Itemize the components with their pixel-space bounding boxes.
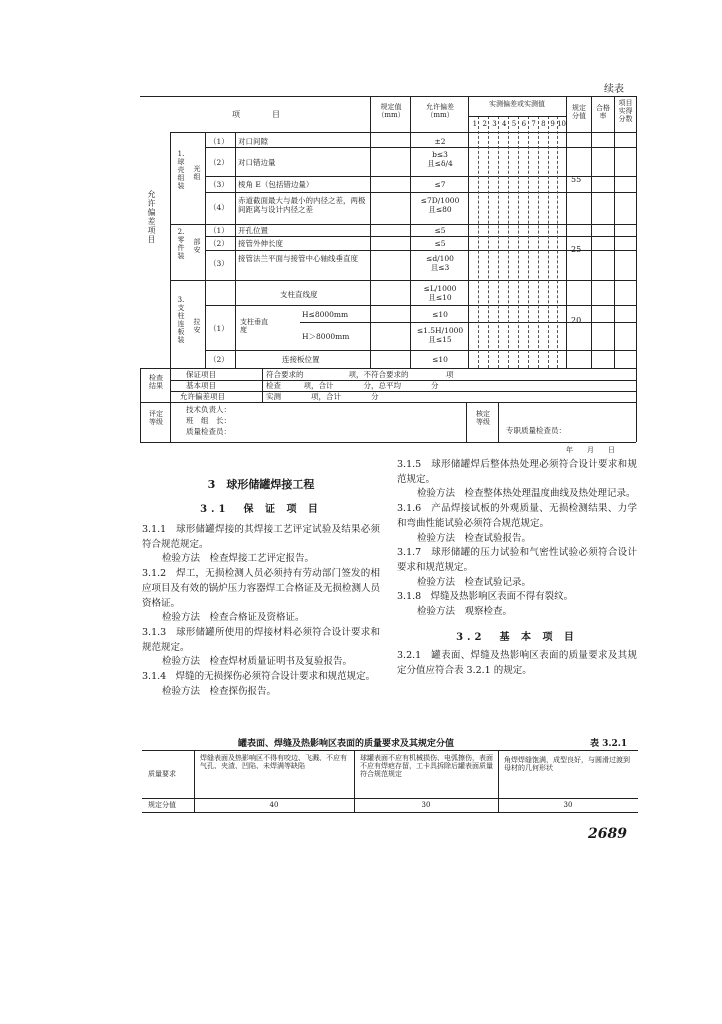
- row-label-score: 规定分值: [148, 801, 176, 809]
- method-3-1-2: 检验方法 检查合格证及资格证。: [162, 612, 305, 624]
- row-no: （1）: [209, 226, 229, 235]
- grade-label: 核定 等级: [476, 410, 490, 427]
- col-header-actual: 项目 实得 分数: [618, 99, 633, 124]
- row-tolerance: b≤3 且≤δ/4: [427, 150, 453, 168]
- row-no: （2）: [209, 239, 229, 248]
- eval-label: 评定 等级: [149, 410, 163, 427]
- row-tolerance: ≤10: [432, 355, 448, 364]
- row-no: （4）: [209, 203, 229, 212]
- table-number: 表 3.2.1: [590, 739, 628, 749]
- col-header-item: 项 目: [232, 110, 282, 119]
- eval-role: 质量检查员：: [186, 427, 231, 436]
- col-header-pass-rate: 合格 率: [596, 104, 610, 121]
- row-tolerance: ≤5: [434, 239, 446, 248]
- subsection-basic: 3.2 基 本 项 目: [456, 631, 578, 643]
- row-no: （2）: [209, 158, 229, 167]
- group-2-label: 2. 零 件 装: [177, 228, 185, 261]
- eval-date: 年 月 日: [566, 446, 615, 454]
- row-tolerance: ≤1.5H/1000 且≤15: [416, 326, 464, 344]
- check-key: 允许偏差项目: [180, 392, 225, 401]
- row-no: （1）: [209, 324, 229, 333]
- clause-3-1-3: 3.1.3 球形储罐所使用的焊接材料必须符合设计要求和规范规定。: [142, 627, 380, 653]
- eval-role: 班 组 长：: [186, 416, 231, 425]
- row-tolerance: ≤7: [434, 180, 446, 189]
- row-item: 支柱直线度: [280, 290, 318, 299]
- quality-req-1: 焊缝表面及热影响区不得有咬边、飞溅、不应有气孔、夹渣、凹陷、未焊满等缺陷: [200, 754, 347, 771]
- group-3-sub: 拉 安: [193, 318, 201, 335]
- check-value: 实测 项，合计 分: [266, 392, 379, 401]
- inspector-label: 专职质量检查员：: [506, 426, 566, 435]
- row-item: 连接板位置: [282, 355, 320, 364]
- continued-label: 续表: [604, 84, 624, 95]
- score-2: 30: [421, 801, 431, 809]
- row-no: （1）: [209, 137, 229, 146]
- clause-3-1-1: 3.1.1 球形储罐焊接的其焊接工艺评定试验及结果必须符合规范规定。: [142, 524, 380, 550]
- clause-3-1-7: 3.1.7 球形储罐的压力试验和气密性试验必须符合设计要求和规范规定。: [397, 547, 637, 574]
- table-caption: 罐表面、焊缝及热影响区表面的质量要求及其规定分值: [238, 739, 455, 749]
- col-header-tolerance: 允许偏差 （mm）: [426, 103, 454, 120]
- row-item: 棱角 E（包括错边量）: [238, 180, 314, 189]
- row-item: 对口间隙: [238, 137, 268, 146]
- allowed-deviation-label: 允许偏差项目: [147, 190, 156, 244]
- page-number: 2689: [588, 826, 627, 842]
- row-item: 开孔位置: [238, 226, 268, 235]
- row-item: 接管法兰平面与接管中心轴线垂直度: [238, 254, 358, 263]
- row-item: 接管外伸长度: [238, 239, 283, 248]
- check-key: 保证项目: [186, 370, 216, 379]
- check-key: 基本项目: [186, 381, 216, 390]
- method-3-1-6: 检验方法 检查试验报告。: [417, 532, 532, 544]
- row-tolerance: ≤10: [432, 310, 448, 319]
- score-group-3: 20: [571, 316, 582, 325]
- row-label-quality: 质量要求: [148, 770, 176, 778]
- method-3-1-8: 检验方法 观察检查。: [417, 606, 513, 618]
- row-tolerance: ≤5: [434, 226, 446, 235]
- check-value: 符合要求的 项，不符合要求的 项: [266, 370, 454, 379]
- row-tolerance: ≤L/1000 且≤10: [423, 284, 457, 302]
- method-3-1-5: 检验方法 检查整体热处理温度曲线及热处理记录。: [417, 488, 636, 500]
- row-no: （3）: [209, 180, 229, 189]
- clause-3-1-2: 3.1.2 焊工，无损检测人员必须持有劳动部门签发的相应项目及有效的锅炉压力容器焊工合格证及无损检测人员资格证。: [142, 568, 380, 609]
- check-value: 检查 项，合计 分，总平均 分: [266, 381, 439, 390]
- row-tolerance: ≤7D/1000 且≤80: [420, 196, 460, 214]
- score-3: 30: [563, 801, 573, 809]
- score-group-2: 25: [571, 245, 582, 254]
- group-1-sub: 光 组: [193, 165, 201, 182]
- row-tolerance: ≤d/100 且≤3: [426, 254, 454, 272]
- quality-table: [142, 736, 638, 820]
- clause-3-1-6: 3.1.6 产品焊接试板的外观质量、无损检测结果、力学和弯曲性能试验必须符合规范规定。: [397, 503, 637, 529]
- method-3-1-1: 检验方法 检查焊接工艺评定报告。: [162, 553, 315, 565]
- row-no: （2）: [209, 355, 229, 364]
- eval-role: 技术负责人：: [186, 405, 231, 414]
- right-column: [397, 458, 637, 678]
- score-group-1: 55: [571, 175, 582, 184]
- row-item: 赤道截面最大与最小的内径之差，两极间距离与设计内径之差: [238, 196, 366, 214]
- left-column: [142, 476, 380, 700]
- subsection-guarantee: 3.1 保 证 项 目: [200, 504, 322, 515]
- method-3-1-7: 检验方法 检查试验记录。: [417, 576, 532, 588]
- col-header-spec: 规定值 （mm）: [377, 103, 405, 120]
- check-result-label: 检查 结果: [149, 374, 163, 391]
- row-tolerance: ±2: [434, 137, 446, 146]
- col-header-measured: 实测偏差或实测值: [489, 100, 545, 108]
- quality-req-2: 球罐表面不应有机械损伤、电弧擦伤，表面不应有焊疤存留，工卡具拆除后罐表面质量符合规范规定: [360, 754, 493, 779]
- quality-req-3: 角焊焊缝饱满，成型良好，与圆滑过渡到母材的几何形状: [504, 756, 630, 773]
- clause-3-1-5: 3.1.5 球形储罐焊后整体热处理必须符合设计要求和规范规定。: [397, 459, 637, 485]
- group-1-label: 1. 球 壳 组 装: [177, 150, 185, 191]
- clause-3-1-8: 3.1.8 焊缝及热影响区表面不得有裂纹。: [397, 591, 574, 603]
- clause-3-2-1: 3.2.1 罐表面、焊缝及热影响区表面的质量要求及其规定分值应符合表 3.2.1 的规定。: [397, 649, 637, 676]
- measured-col-numbers: 1 2 3 4 5 6 7 8 9 10: [472, 120, 566, 128]
- section-title: 3 球形储罐焊接工程: [207, 478, 315, 491]
- pillar-vertical-label: 支柱垂直度: [240, 318, 268, 335]
- method-3-1-3: 检验方法 检查焊材质量证明书及复验报告。: [162, 656, 353, 668]
- col-header-score: 规定 分值: [572, 104, 586, 121]
- group-3-label: 3. 支 柱 连 板 装: [177, 296, 185, 345]
- row-item: H≤8000mm: [302, 310, 349, 319]
- row-item: 对口错边量: [238, 158, 276, 167]
- row-no: （3）: [209, 259, 229, 268]
- method-3-1-4: 检验方法 检查探伤报告。: [162, 685, 277, 697]
- row-item: H＞8000mm: [302, 332, 350, 341]
- group-2-sub: 部 安: [193, 238, 201, 255]
- inspection-table: [0, 0, 722, 460]
- clause-3-1-4: 3.1.4 焊缝的无损探伤必须符合设计要求和规范规定。: [142, 671, 376, 683]
- score-1: 40: [269, 801, 279, 809]
